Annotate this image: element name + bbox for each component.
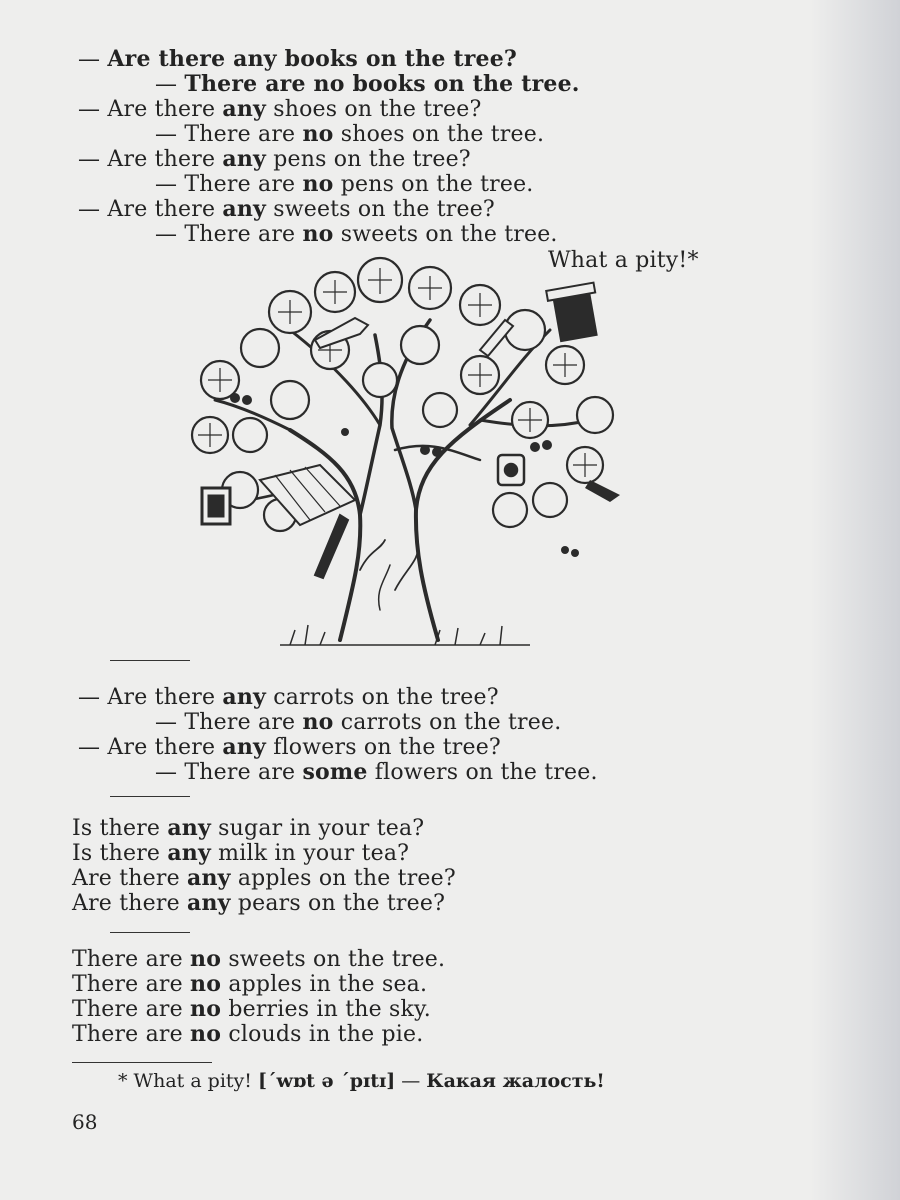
statement-line: There are no berries in the sky. [72,996,431,1022]
dialogue-line: — There are no pens on the tree. [155,171,534,197]
section-divider [110,932,190,933]
question-line: Is there any sugar in your tea? [72,815,425,841]
dialogue-line: — There are no shoes on the tree. [155,121,545,147]
dialogue-line: — Are there any pens on the tree? [78,146,471,172]
statement-line: There are no sweets on the tree. [72,946,446,972]
dialogue-line: — There are no carrots on the tree. [155,709,562,735]
jar-on-tree [498,455,524,485]
dialogue-line: — Are there any sweets on the tree? [78,196,495,222]
grass [280,625,530,645]
sweet-on-tree [585,480,620,502]
statement-line: There are no clouds in the pie. [72,1021,424,1047]
tree-illustration [180,250,630,655]
exclamation-line: What a pity!* [548,248,699,273]
page-edge-shadow [810,0,900,1200]
section-divider [110,796,190,797]
question-line: Is there any milk in your tea? [72,840,410,866]
question-line: Are there any apples on the tree? [72,865,456,891]
dialogue-line: — Are there any carrots on the tree? [78,684,499,710]
dialogue-line: — Are there any shoes on the tree? [78,96,482,122]
question-line: Are there any pears on the tree? [72,890,446,916]
pencil-on-tree [315,515,348,578]
section-divider [110,660,190,661]
dialogue-line: — There are no sweets on the tree. [155,221,558,247]
frame-on-tree [202,488,230,524]
footnote-divider [72,1062,212,1063]
dialogue-line: — There are no books on the tree. [155,71,580,97]
dialogue-line: — Are there any books on the tree? [78,46,518,72]
page-number: 68 [72,1110,98,1134]
statement-line: There are no apples in the sea. [72,971,428,997]
footnote: * What a pity! [ˊwɒt ə ˊpɪtɪ] — Какая жалость! [118,1070,605,1092]
book-on-tree [546,283,602,344]
dialogue-line: — There are some flowers on the tree. [155,759,598,785]
dialogue-line: — Are there any flowers on the tree? [78,734,501,760]
